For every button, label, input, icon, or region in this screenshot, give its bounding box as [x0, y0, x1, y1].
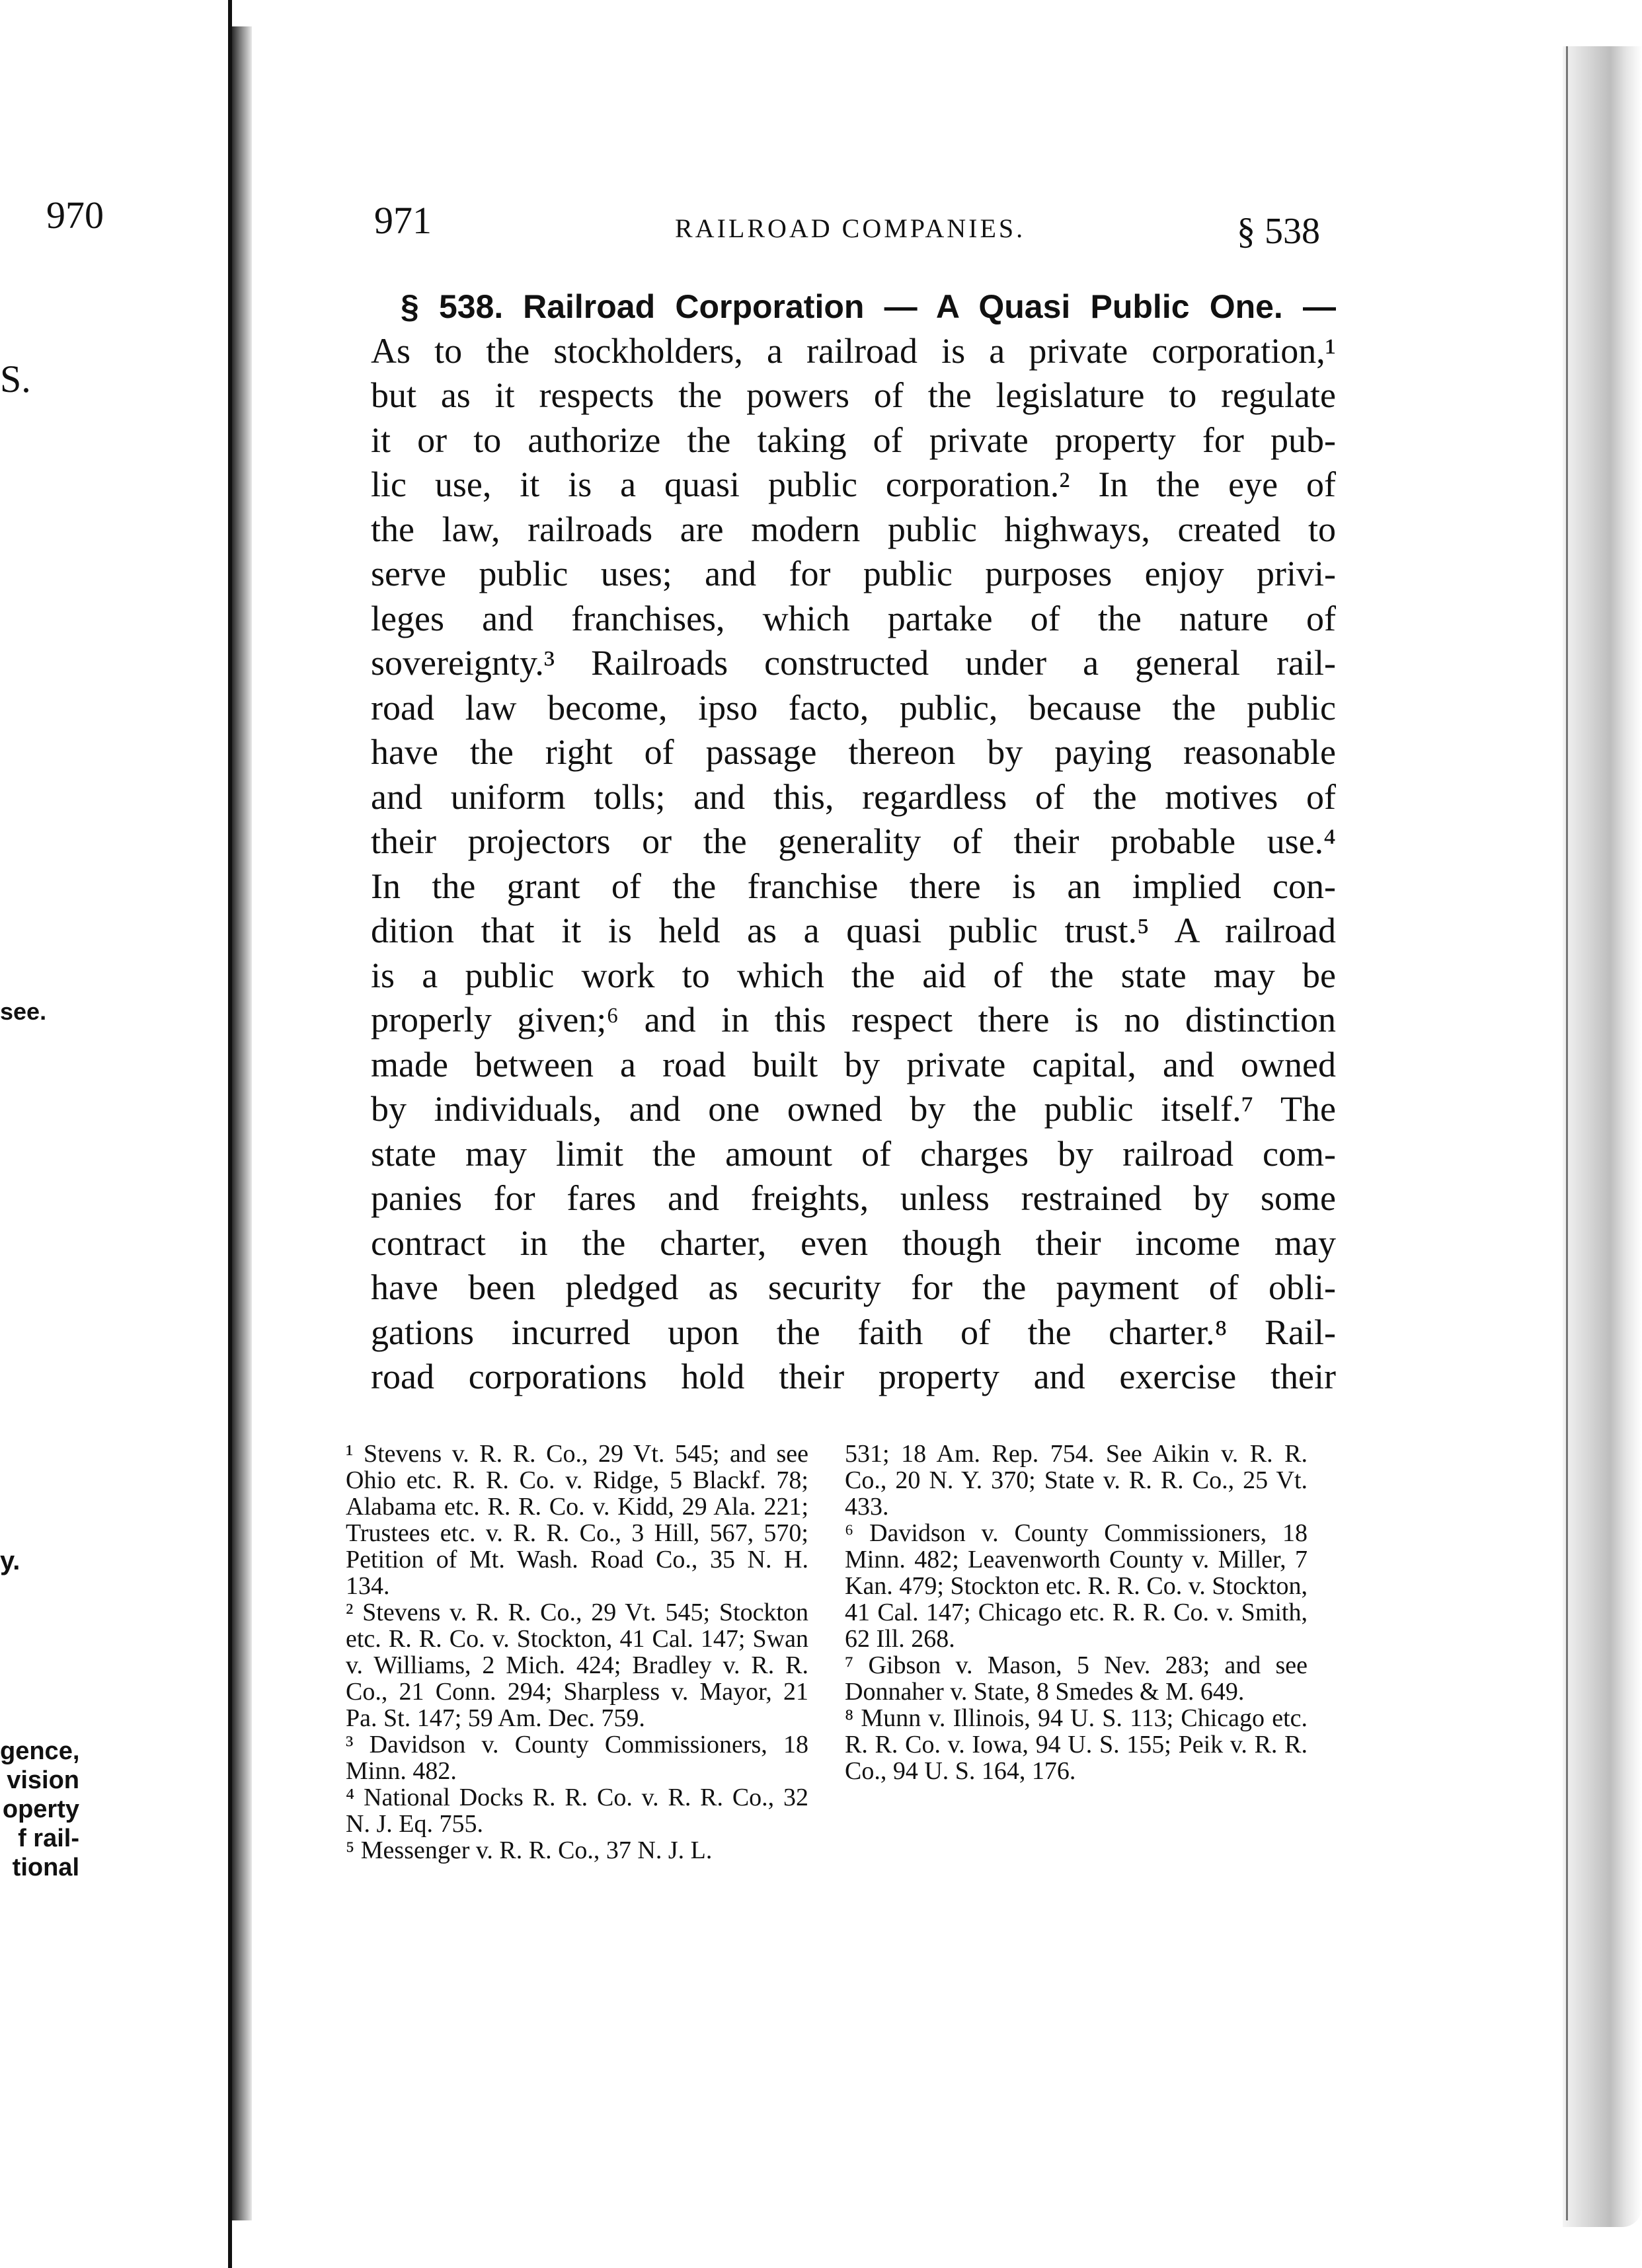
page-edge-line — [1566, 46, 1568, 2220]
body-line: by individuals, and one owned by the public itself.⁷ The — [371, 1089, 1336, 1129]
body-line: the law, railroads are modern public highways, created to — [371, 509, 1336, 549]
section-heading — [371, 284, 1336, 329]
body-line: As to the stockholders, a railroad is a private corporation,¹ — [371, 330, 1336, 371]
body-line: In the grant of the franchise there is an implied con- — [371, 866, 1336, 906]
previous-page-margin-text — [0, 1737, 79, 1882]
footnote: ¹ Stevens v. R. R. Co., 29 Vt. 545; and see Ohio etc. R. R. Co. v. Ridge, 5 Blackf. 78; Alabama etc. R. R. Co. v. Kidd, 29 Ala. 221; Trustees etc. v. R. R. Co., 3 Hill, 567, 570; Petition of Mt. Wash. Road Co., 35 N. H. 134. — [346, 1440, 808, 1600]
body-line: dition that it is held as a quasi public trust.⁵ A railroad — [371, 911, 1336, 950]
footnote: ⁵ Messenger v. R. R. Co., 37 N. J. L. — [346, 1836, 713, 1864]
margin-text-line: gence, — [0, 1737, 80, 1765]
body-line: have been pledged as security for the payment of obli- — [371, 1267, 1336, 1307]
body-line: and uniform tolls; and this, regardless of the motives of — [371, 776, 1336, 817]
body-line: road corporations hold their property and exercise their — [371, 1357, 1336, 1396]
margin-text-line: operty — [2, 1796, 79, 1823]
previous-page-fragment: y. — [0, 1546, 20, 1575]
body-line: panies for fares and freights, unless restrained by some — [371, 1178, 1336, 1218]
body-line: their projectors or the generality of their probable use.⁴ — [371, 821, 1336, 861]
running-title: RAILROAD COMPANIES. — [675, 213, 1026, 243]
body-line: serve public uses; and for public purposes enjoy privi- — [371, 554, 1336, 593]
footnotes-right-column — [845, 1441, 1308, 1784]
page-edge-stack — [1563, 46, 1642, 2227]
footnote: ⁷ Gibson v. Mason, 5 Nev. 283; and see Donnaher v. State, 8 Smedes & M. 649. — [845, 1651, 1308, 1706]
page-number: 971 — [374, 199, 432, 242]
previous-page-strip — [0, 0, 232, 2268]
body-line: properly given;⁶ and in this respect there is no distinction — [371, 1000, 1336, 1040]
footnote: 531; 18 Am. Rep. 754. See Aikin v. R. R. Co., 20 N. Y. 370; State v. R. R. Co., 25 Vt. 433. — [845, 1440, 1308, 1521]
section-number: § 538. — [401, 288, 504, 325]
body-text — [371, 284, 1336, 1400]
footnote: ² Stevens v. R. R. Co., 29 Vt. 545; Stockton etc. R. R. Co. v. Stockton, 41 Cal. 147; Swan v. Williams, 2 Mich. 424; Bradley v. R. R. Co., 21 Conn. 294; Sharpless v. Mayor, 21 Pa. St. 147; 59 Am. Dec. 759. — [346, 1599, 808, 1732]
previous-page-fragment: see. — [0, 998, 47, 1025]
body-line: lic use, it is a quasi public corporation.² In the eye of — [371, 465, 1336, 504]
book-gutter-shadow — [232, 26, 252, 2220]
body-line: road law become, ipso facto, public, because the public — [371, 687, 1336, 728]
body-line: sovereignty.³ Railroads constructed under a general rail- — [371, 643, 1336, 683]
margin-text-line: f rail- — [18, 1825, 79, 1852]
body-line: made between a road built by private capital, and owned — [371, 1044, 1336, 1084]
body-line: gations incurred upon the faith of the charter.⁸ Rail- — [371, 1312, 1336, 1352]
body-line: is a public work to which the aid of the state may be — [371, 955, 1336, 995]
previous-page-number: 970 — [46, 194, 104, 237]
book-page — [252, 0, 1547, 2268]
section-title: Railroad Corporation — A Quasi Public One. — — [523, 288, 1337, 325]
footnote: ⁶ Davidson v. County Commissioners, 18 Minn. 482; Leavenworth County v. Miller, 7 Kan. 479; Stockton etc. R. R. Co. v. Stockton, 41 Cal. 147; Chicago etc. R. R. Co. v. Smith, 62 Ill. 268. — [845, 1519, 1308, 1653]
previous-page-fragment: S. — [0, 358, 31, 400]
body-lines — [371, 329, 1336, 1400]
footnote: ⁴ National Docks R. R. Co. v. R. R. Co., 32 N. J. Eq. 755. — [346, 1784, 808, 1838]
body-line: have the right of passage thereon by paying reasonable — [371, 732, 1336, 772]
footnote: ⁸ Munn v. Illinois, 94 U. S. 113; Chicago etc. R. R. Co. v. Iowa, 94 U. S. 155; Peik v. R. R. Co., 94 U. S. 164, 176. — [845, 1704, 1308, 1785]
body-line: leges and franchises, which partake of the nature of — [371, 598, 1336, 638]
body-line: contract in the charter, even though their income may — [371, 1223, 1336, 1263]
margin-text-line: vision — [7, 1766, 79, 1794]
body-line: but as it respects the powers of the legislature to regulate — [371, 375, 1336, 415]
footnotes-left-column — [346, 1441, 808, 1864]
header-section-number: § 538 — [1237, 211, 1320, 252]
footnote: ³ Davidson v. County Commissioners, 18 Minn. 482. — [346, 1731, 808, 1785]
running-header — [252, 198, 1343, 251]
margin-text-line: tional — [12, 1854, 79, 1881]
body-line: state may limit the amount of charges by railroad com- — [371, 1133, 1336, 1174]
body-line: it or to authorize the taking of private property for pub- — [371, 420, 1336, 460]
